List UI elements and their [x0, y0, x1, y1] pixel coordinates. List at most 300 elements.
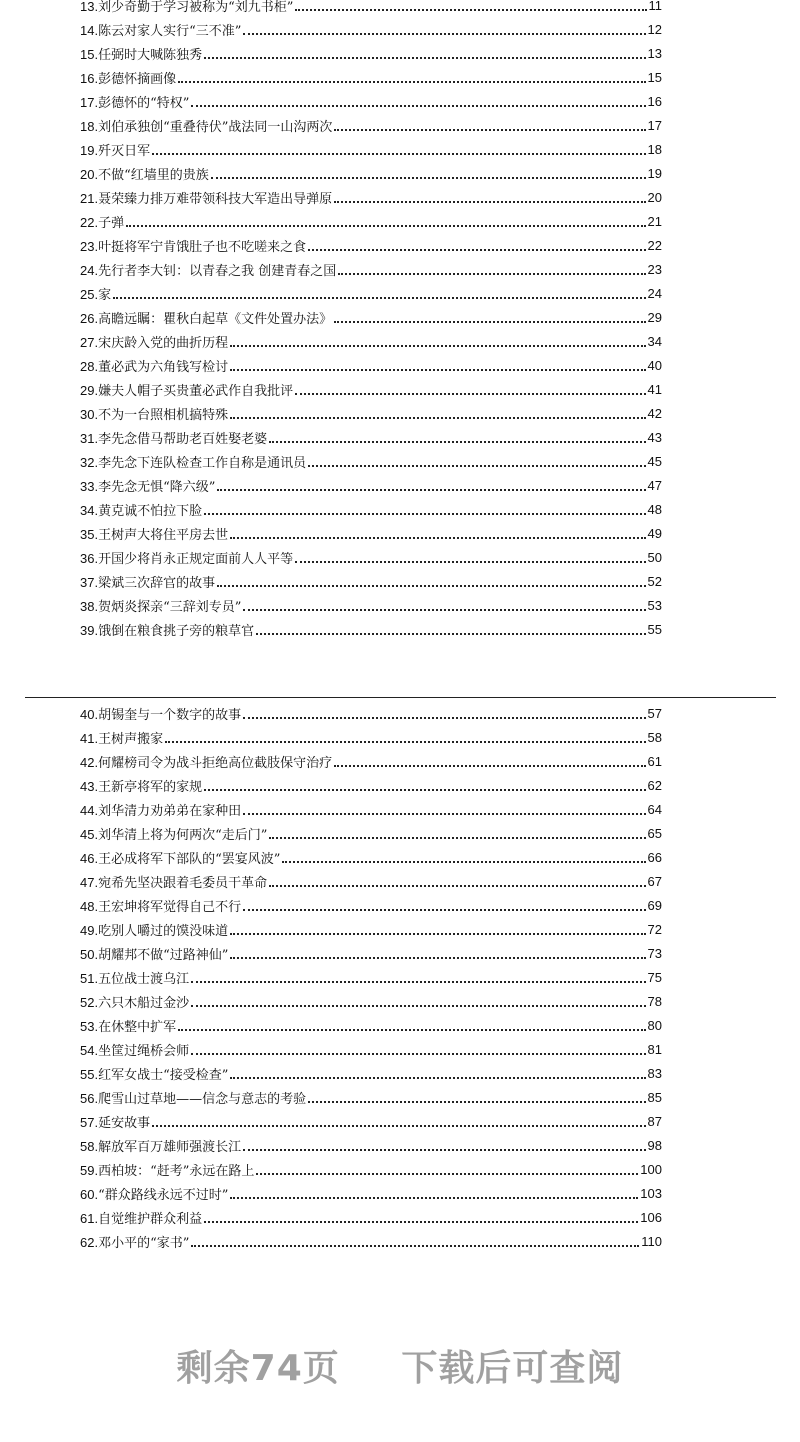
toc-entry[interactable]: [80, 1037, 662, 1061]
toc-entry-text: 彭德怀的“特权”: [98, 95, 190, 111]
toc-entry-page: 45: [647, 453, 662, 469]
toc-entry-text: 歼灭日军: [98, 143, 151, 159]
toc-entry-page: 73: [647, 945, 662, 961]
toc-entry-title: [80, 140, 150, 159]
toc-entry-text: 董必武为六角钱写检讨: [98, 359, 229, 375]
toc-entry-text: 解放军百万雄师强渡长江: [98, 1139, 242, 1155]
toc-entry-title: [80, 872, 267, 891]
toc-entry-number: 61.: [80, 1210, 99, 1226]
toc-entry-title: [80, 20, 241, 39]
toc-entry[interactable]: [80, 725, 662, 749]
toc-entry[interactable]: [80, 425, 662, 449]
toc-entry[interactable]: [80, 137, 662, 161]
toc-entry-text: 陈云对家人实行“三不准”: [98, 23, 242, 39]
toc-entry-number: 41.: [80, 730, 99, 746]
toc-entry-number: 44.: [80, 802, 99, 818]
toc-entry-text: 高瞻远瞩：瞿秋白起草《文件处置办法》: [98, 311, 333, 327]
toc-entry[interactable]: [80, 65, 662, 89]
toc-entry-title: [80, 1184, 228, 1203]
toc-entry-number: 14.: [80, 22, 99, 38]
toc-entry-number: 22.: [80, 214, 99, 230]
toc-entry-number: 49.: [80, 922, 99, 938]
toc-entry-text: 延安故事: [98, 1115, 151, 1131]
leader-dots: [334, 129, 645, 131]
toc-entry-text: 王树声搬家: [98, 731, 164, 747]
toc-entry-number: 31.: [80, 430, 99, 446]
toc-entry[interactable]: [80, 965, 662, 989]
toc-entry-title: [80, 284, 111, 303]
toc-list-part-1: [80, 0, 662, 641]
toc-entry[interactable]: [80, 701, 662, 725]
toc-entry[interactable]: [80, 845, 662, 869]
toc-entry-page: 72: [647, 921, 662, 937]
toc-entry-number: 45.: [80, 826, 99, 842]
toc-entry-title: [80, 620, 254, 639]
toc-entry-text: 嫌夫人帽子买贵董必武作自我批评: [98, 383, 294, 399]
toc-entry-page: 83: [647, 1065, 662, 1081]
toc-entry-number: 55.: [80, 1066, 99, 1082]
toc-entry[interactable]: [80, 473, 662, 497]
leader-dots: [126, 225, 645, 227]
toc-entry-page: 67: [647, 873, 662, 889]
leader-dots: [269, 441, 645, 443]
toc-entry-title: [80, 452, 306, 471]
toc-entry-number: 53.: [80, 1018, 99, 1034]
toc-entry-number: 17.: [80, 94, 99, 110]
toc-entry-page: 16: [647, 93, 662, 109]
toc-entry[interactable]: [80, 209, 662, 233]
toc-entry-title: [80, 236, 306, 255]
toc-entry-number: 54.: [80, 1042, 99, 1058]
toc-entry-title: [80, 188, 332, 207]
toc-entry[interactable]: [80, 161, 662, 185]
toc-entry-title: [80, 212, 124, 231]
toc-entry-page: 22: [647, 237, 662, 253]
toc-entry-title: [80, 704, 241, 723]
toc-entry-page: 65: [647, 825, 662, 841]
toc-list-part-2: [80, 701, 662, 1253]
toc-entry-number: 39.: [80, 622, 99, 638]
leader-dots: [282, 861, 645, 863]
leader-dots: [204, 57, 645, 59]
toc-entry[interactable]: [80, 305, 662, 329]
toc-entry[interactable]: [80, 1061, 662, 1085]
leader-dots: [230, 537, 645, 539]
leader-dots: [204, 789, 645, 791]
toc-entry-title: [80, 920, 228, 939]
toc-entry[interactable]: [80, 797, 662, 821]
toc-entry-text: 李先念无惧“降六级”: [98, 479, 216, 495]
toc-entry-title: [80, 332, 228, 351]
toc-entry-page: 85: [647, 1089, 662, 1105]
toc-entry-text: 黄克诚不怕拉下脸: [98, 503, 203, 519]
toc-entry-title: [80, 308, 332, 327]
toc-entry[interactable]: [80, 989, 662, 1013]
toc-entry-number: 50.: [80, 946, 99, 962]
toc-entry[interactable]: [80, 401, 662, 425]
leader-dots: [211, 177, 646, 179]
toc-entry-title: [80, 164, 209, 183]
toc-entry-page: 61: [647, 753, 662, 769]
toc-entry[interactable]: [80, 1229, 662, 1253]
leader-dots: [204, 513, 645, 515]
leader-dots: [295, 9, 646, 11]
toc-entry-page: 52: [647, 573, 662, 589]
toc-entry-page: 48: [647, 501, 662, 517]
toc-entry-title: [80, 476, 215, 495]
toc-entry-number: 38.: [80, 598, 99, 614]
toc-entry-page: 49: [647, 525, 662, 541]
leader-dots: [204, 1221, 638, 1223]
toc-entry-page: 42: [647, 405, 662, 421]
toc-entry[interactable]: [80, 773, 662, 797]
toc-entry[interactable]: [80, 521, 662, 545]
leader-dots: [178, 1029, 645, 1031]
toc-entry[interactable]: [80, 89, 662, 113]
toc-entry[interactable]: [80, 377, 662, 401]
toc-entry-page: 12: [647, 21, 662, 37]
leader-dots: [243, 33, 645, 35]
toc-entry[interactable]: [80, 941, 662, 965]
toc-entry-text: 聂荣臻力排万难带领科技大军造出导弹原: [98, 191, 333, 207]
toc-entry-page: 55: [647, 621, 662, 637]
toc-entry-number: 23.: [80, 238, 99, 254]
toc-entry-number: 29.: [80, 382, 99, 398]
toc-entry-text: 王新亭将军的家规: [98, 779, 203, 795]
toc-entry[interactable]: [80, 1157, 662, 1181]
leader-dots: [334, 321, 645, 323]
toc-entry-title: [80, 260, 336, 279]
toc-entry-title: [80, 524, 228, 543]
toc-entry-page: 110: [641, 1233, 662, 1249]
toc-entry[interactable]: [80, 353, 662, 377]
toc-entry-page: 19: [647, 165, 662, 181]
toc-entry-number: 47.: [80, 874, 99, 890]
toc-entry-title: [80, 1088, 306, 1107]
toc-entry-page: 15: [647, 69, 662, 85]
toc-entry[interactable]: [80, 1085, 662, 1109]
toc-entry-page: 34: [647, 333, 662, 349]
toc-entry-text: 宛希先坚决跟着毛委员干革命: [98, 875, 268, 891]
toc-entry-title: [80, 68, 176, 87]
toc-entry-title: [80, 1040, 189, 1059]
toc-entry-text: 刘少奇勤于学习被称为“刘九书柜”: [98, 0, 294, 15]
leader-dots: [295, 561, 645, 563]
toc-entry-number: 16.: [80, 70, 99, 86]
toc-entry-title: [80, 44, 202, 63]
toc-entry-title: [80, 404, 228, 423]
toc-entry-title: [80, 380, 293, 399]
leader-dots: [191, 981, 645, 983]
leader-dots: [178, 81, 645, 83]
toc-entry-text: 爬雪山过草地——信念与意志的考验: [98, 1091, 307, 1107]
toc-entry-title: [80, 428, 267, 447]
toc-entry-number: 48.: [80, 898, 99, 914]
toc-entry-text: 胡耀邦不做“过路神仙”: [98, 947, 229, 963]
toc-entry[interactable]: [80, 821, 662, 845]
toc-entry[interactable]: [80, 17, 662, 41]
toc-entry-number: 56.: [80, 1090, 99, 1106]
toc-entry-number: 43.: [80, 778, 99, 794]
toc-entry[interactable]: [80, 545, 662, 569]
toc-entry-title: [80, 1016, 176, 1035]
toc-entry-title: [80, 1232, 189, 1251]
toc-entry[interactable]: [80, 1013, 662, 1037]
toc-entry-page: 20: [647, 189, 662, 205]
toc-entry[interactable]: [80, 1205, 662, 1229]
leader-dots: [191, 1005, 645, 1007]
toc-entry[interactable]: [80, 617, 662, 641]
toc-entry-number: 26.: [80, 310, 99, 326]
toc-entry[interactable]: [80, 1181, 662, 1205]
toc-entry-page: 11: [648, 0, 662, 13]
leader-dots: [191, 105, 645, 107]
leader-dots: [243, 717, 645, 719]
toc-entry[interactable]: [80, 569, 662, 593]
toc-entry-number: 33.: [80, 478, 99, 494]
toc-entry-page: 78: [647, 993, 662, 1009]
toc-entry-text: 李先念下连队检查工作自称是通讯员: [98, 455, 307, 471]
toc-entry-title: [80, 1208, 202, 1227]
leader-dots: [243, 813, 645, 815]
toc-entry-number: 58.: [80, 1138, 99, 1154]
toc-entry-number: 35.: [80, 526, 99, 542]
preview-limit-banner: [0, 1340, 800, 1391]
toc-entry-text: 坐筐过绳桥会师: [98, 1043, 190, 1059]
toc-entry-title: [80, 548, 293, 567]
leader-dots: [230, 1077, 645, 1079]
remaining-pages-text: 剩余74页: [176, 1348, 340, 1389]
toc-entry-title: [80, 896, 241, 915]
toc-entry-number: 46.: [80, 850, 99, 866]
toc-entry-number: 30.: [80, 406, 99, 422]
toc-entry-text: 叶挺将军宁肯饿肚子也不吃嗟来之食: [98, 239, 307, 255]
toc-entry-number: 36.: [80, 550, 99, 566]
toc-entry-title: [80, 1112, 150, 1131]
toc-entry-text: 刘华清力劝弟弟在家种田: [98, 803, 242, 819]
toc-entry[interactable]: [80, 329, 662, 353]
toc-entry-text: 李先念借马帮助老百姓娶老婆: [98, 431, 268, 447]
leader-dots: [165, 741, 645, 743]
toc-entry-text: 不做“红墙里的贵族: [98, 167, 209, 183]
toc-entry-number: 19.: [80, 142, 99, 158]
toc-entry-text: 邓小平的“家书”: [98, 1235, 190, 1251]
toc-entry-number: 60.: [80, 1186, 99, 1202]
toc-entry-number: 21.: [80, 190, 99, 206]
leader-dots: [230, 417, 645, 419]
toc-entry-text: 饿倒在粮食挑子旁的粮草官: [98, 623, 255, 639]
toc-entry[interactable]: [80, 449, 662, 473]
toc-entry-text: 吃别人嚼过的馍没味道: [98, 923, 229, 939]
toc-entry-page: 81: [647, 1041, 662, 1057]
toc-entry-number: 37.: [80, 574, 99, 590]
toc-entry-title: [80, 752, 332, 771]
toc-entry-text: 自觉维护群众利益: [98, 1211, 203, 1227]
leader-dots: [217, 585, 645, 587]
toc-entry-number: 52.: [80, 994, 99, 1010]
leader-dots: [230, 1197, 638, 1199]
toc-entry-page: 80: [647, 1017, 662, 1033]
toc-entry[interactable]: [80, 113, 662, 137]
toc-entry-number: 32.: [80, 454, 99, 470]
toc-entry[interactable]: [80, 497, 662, 521]
toc-entry-title: [80, 1160, 254, 1179]
toc-entry-text: 红军女战士“接受检查”: [98, 1067, 229, 1083]
toc-entry-title: [80, 500, 202, 519]
leader-dots: [230, 957, 645, 959]
leader-dots: [295, 393, 645, 395]
toc-entry-text: 开国少将肖永正规定面前人人平等: [98, 551, 294, 567]
toc-entry-title: [80, 848, 280, 867]
toc-entry-page: 13: [647, 45, 662, 61]
leader-dots: [152, 153, 645, 155]
toc-entry-page: 17: [647, 117, 662, 133]
toc-entry-number: 51.: [80, 970, 99, 986]
toc-entry-title: [80, 992, 189, 1011]
toc-entry-text: 任弼时大喊陈独秀: [98, 47, 203, 63]
toc-entry-page: 18: [647, 141, 662, 157]
toc-entry-page: 75: [647, 969, 662, 985]
toc-entry-title: [80, 728, 163, 747]
toc-entry-title: [80, 776, 202, 795]
leader-dots: [230, 933, 645, 935]
toc-entry-number: 20.: [80, 166, 99, 182]
toc-entry-number: 57.: [80, 1114, 99, 1130]
leader-dots: [230, 369, 645, 371]
toc-entry-number: 18.: [80, 118, 99, 134]
toc-entry-page: 64: [647, 801, 662, 817]
toc-entry-page: 66: [647, 849, 662, 865]
leader-dots: [269, 837, 645, 839]
toc-entry-title: [80, 92, 189, 111]
toc-entry[interactable]: [80, 917, 662, 941]
leader-dots: [230, 345, 645, 347]
toc-entry-title: [80, 116, 332, 135]
page-divider: [25, 697, 776, 698]
toc-entry-number: 13.: [80, 0, 99, 14]
toc-entry-title: [80, 0, 293, 15]
toc-entry-page: 53: [647, 597, 662, 613]
toc-entry-page: 69: [647, 897, 662, 913]
toc-entry-number: 40.: [80, 706, 99, 722]
toc-entry[interactable]: [80, 893, 662, 917]
toc-entry-page: 23: [647, 261, 662, 277]
toc-entry-page: 100: [640, 1161, 662, 1177]
toc-entry-number: 59.: [80, 1162, 99, 1178]
toc-entry-title: [80, 944, 228, 963]
leader-dots: [152, 1125, 645, 1127]
toc-entry-text: 王宏坤将军觉得自己不行: [98, 899, 242, 915]
toc-entry-page: 106: [640, 1209, 662, 1225]
toc-entry[interactable]: [80, 257, 662, 281]
toc-entry-text: 子弹: [98, 215, 125, 231]
leader-dots: [243, 909, 645, 911]
toc-entry-page: 21: [647, 213, 662, 229]
toc-entry-page: 98: [647, 1137, 662, 1153]
toc-entry-text: 王树声大将住平房去世: [98, 527, 229, 543]
toc-entry-page: 58: [647, 729, 662, 745]
toc-entry-title: [80, 800, 241, 819]
leader-dots: [243, 1149, 645, 1151]
leader-dots: [191, 1245, 639, 1247]
leader-dots: [243, 609, 645, 611]
toc-entry[interactable]: [80, 869, 662, 893]
toc-entry-number: 25.: [80, 286, 99, 302]
leader-dots: [191, 1053, 645, 1055]
toc-entry-number: 27.: [80, 334, 99, 350]
toc-entry-page: 50: [647, 549, 662, 565]
toc-entry[interactable]: [80, 0, 662, 17]
toc-entry-number: 42.: [80, 754, 99, 770]
toc-entry-number: 62.: [80, 1234, 99, 1250]
toc-entry[interactable]: [80, 233, 662, 257]
leader-dots: [256, 1173, 638, 1175]
toc-entry-text: 在休整中扩军: [98, 1019, 177, 1035]
toc-entry-page: 43: [647, 429, 662, 445]
toc-entry-title: [80, 1064, 228, 1083]
leader-dots: [308, 1101, 645, 1103]
toc-entry-text: 王必成将军下部队的“罢宴风波”: [98, 851, 281, 867]
toc-entry-number: 24.: [80, 262, 99, 278]
toc-entry-page: 62: [647, 777, 662, 793]
toc-entry[interactable]: [80, 281, 662, 305]
toc-entry-number: 34.: [80, 502, 99, 518]
toc-entry-text: 先行者李大钊：以青春之我 创建青春之国: [98, 263, 337, 279]
leader-dots: [256, 633, 645, 635]
toc-entry-text: 刘伯承独创“重叠待伏”战法同一山沟两次: [98, 119, 333, 135]
toc-entry-title: [80, 968, 189, 987]
toc-entry[interactable]: [80, 749, 662, 773]
toc-entry-text: 贺炳炎探亲“三辞刘专员”: [98, 599, 242, 615]
toc-entry-page: 41: [647, 381, 662, 397]
toc-entry-page: 24: [647, 285, 662, 301]
toc-entry[interactable]: [80, 1109, 662, 1133]
leader-dots: [269, 885, 645, 887]
toc-entry-text: 六只木船过金沙: [98, 995, 190, 1011]
toc-entry-text: 五位战士渡乌江: [98, 971, 190, 987]
toc-entry-text: 不为一台照相机搞特殊: [98, 407, 229, 423]
toc-entry[interactable]: [80, 593, 662, 617]
leader-dots: [338, 273, 645, 275]
toc-entry-page: 87: [647, 1113, 662, 1129]
toc-entry-number: 15.: [80, 46, 99, 62]
toc-entry-title: [80, 596, 241, 615]
toc-entry-text: 梁斌三次辞官的故事: [98, 575, 216, 591]
toc-entry-page: 103: [640, 1185, 662, 1201]
toc-entry-text: 家: [98, 287, 112, 303]
toc-entry[interactable]: [80, 1133, 662, 1157]
toc-entry-title: [80, 824, 267, 843]
toc-entry-page: 57: [647, 705, 662, 721]
leader-dots: [308, 465, 645, 467]
toc-entry-page: 29: [647, 309, 662, 325]
toc-entry-title: [80, 356, 228, 375]
toc-entry-text: 胡锡奎与一个数字的故事: [98, 707, 242, 723]
toc-entry-text: 宋庆龄入党的曲折历程: [98, 335, 229, 351]
toc-entry[interactable]: [80, 185, 662, 209]
download-to-view-link[interactable]: 下载后可查阅: [401, 1348, 624, 1389]
toc-entry-title: [80, 1136, 241, 1155]
leader-dots: [308, 249, 645, 251]
toc-entry-text: “群众路线永远不过时”: [98, 1187, 229, 1203]
leader-dots: [334, 765, 645, 767]
toc-entry[interactable]: [80, 41, 662, 65]
toc-entry-page: 40: [647, 357, 662, 373]
toc-entry-page: 47: [647, 477, 662, 493]
toc-entry-text: 刘华清上将为何两次“走后门”: [98, 827, 268, 843]
leader-dots: [334, 201, 645, 203]
leader-dots: [113, 297, 645, 299]
